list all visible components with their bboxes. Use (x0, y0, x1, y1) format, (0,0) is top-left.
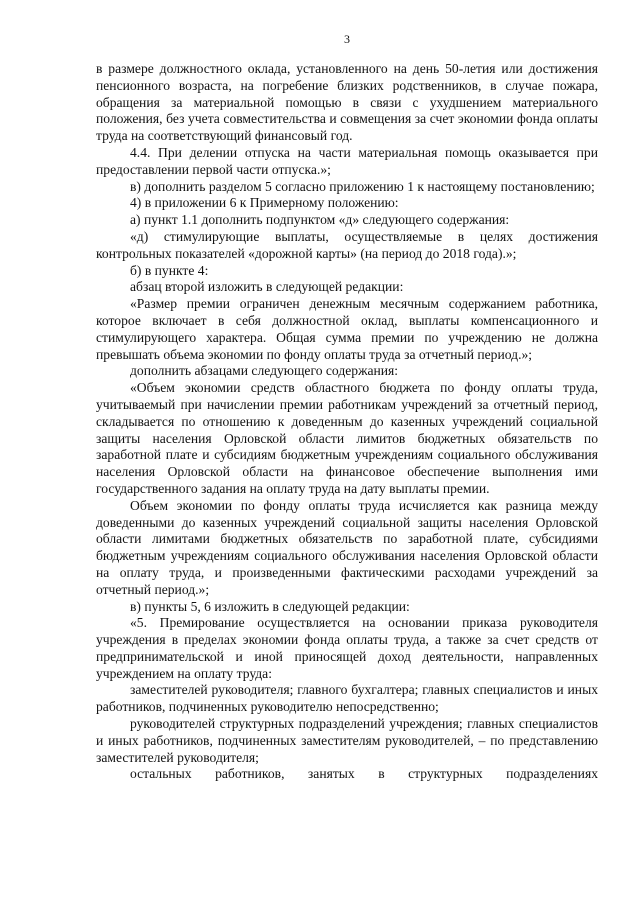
paragraph: абзац второй изложить в следующей редакции: (130, 279, 404, 295)
paragraph: «д) стимулирующие выплаты, осуществляемые в целях достижения контрольных показателей «дорожной карты» (на период до 2018 года).»; (96, 228, 598, 261)
document-body (96, 61, 598, 783)
paragraph: в) пункты 5, 6 изложить в следующей редакции: (130, 598, 410, 614)
paragraph: б) в пункте 4: (130, 262, 209, 278)
paragraph: а) пункт 1.1 дополнить подпунктом «д» следующего содержания: (130, 212, 510, 228)
paragraph: заместителей руководителя; главного бухгалтера; главных специалистов и иных работников, подчиненных руководителю непосредственно; (96, 682, 598, 715)
paragraph: 4.4. При делении отпуска на части материальная помощь оказывается при предоставлении первой части отпуска.»; (96, 144, 598, 177)
paragraph: «Объем экономии средств областного бюджета по фонду оплаты труда, учитываемый при начислении премии работникам учреждений за отчетный период, складывается по отношению к доведенным до казенных учреждений социальной защиты населения Орловской области лимитов бюджетных обязательств по заработной плате и субсидиям бюджетным учреждениям социального обслуживания населения Орловской области на финансовое обеспечение выполнения ими государственного задания на оплату труда на дату выплаты премии. (96, 380, 598, 496)
paragraph: Объем экономии по фонду оплаты труда исчисляется как разница между доведенными до казенных учреждений социальной защиты населения Орловской области лимитами бюджетных обязательств по заработной плате, субсидиями бюджетным учреждениям социального обслуживания населения Орловской области на оплату труда, и произведенными фактическими расходами учреждений за отчетный период.»; (96, 497, 598, 597)
paragraph: «Размер премии ограничен денежным месячным содержанием работника, которое включает в себя должностной оклад, выплаты компенсационного и стимулирующего характера. Общая сумма премии по учреждению не должна превышать объема экономии по фонду оплаты труда за отчетный период.»; (96, 296, 598, 362)
paragraph: остальных работников, занятых в структурных подразделениях (130, 766, 598, 782)
page-number: 3 (344, 32, 350, 46)
paragraph: руководителей структурных подразделений учреждения; главных специалистов и иных работников, подчиненных заместителям руководителей, – по представлению заместителей руководителя; (96, 716, 598, 765)
paragraph: 4) в приложении 6 к Примерному положению: (130, 195, 399, 211)
paragraph: в) дополнить разделом 5 согласно приложению 1 к настоящему постановлению; (130, 178, 595, 194)
paragraph: в размере должностного оклада, установленного на день 50-летия или достижения пенсионного возраста, на погребение близких родственников, в случае пожара, обращения за материальной помощью в связи с ухудшением материального положения, без учета совместительства и совмещения за счет экономии фонда оплаты труда на соответствующий финансовый год. (96, 61, 598, 144)
paragraph: дополнить абзацами следующего содержания: (130, 363, 399, 379)
paragraph: «5. Премирование осуществляется на основании приказа руководителя учреждения в пределах экономии фонда оплаты труда, а также за счет средств от предпринимательской и иной приносящей доход деятельности, направленных учреждением на оплату труда: (96, 615, 598, 681)
